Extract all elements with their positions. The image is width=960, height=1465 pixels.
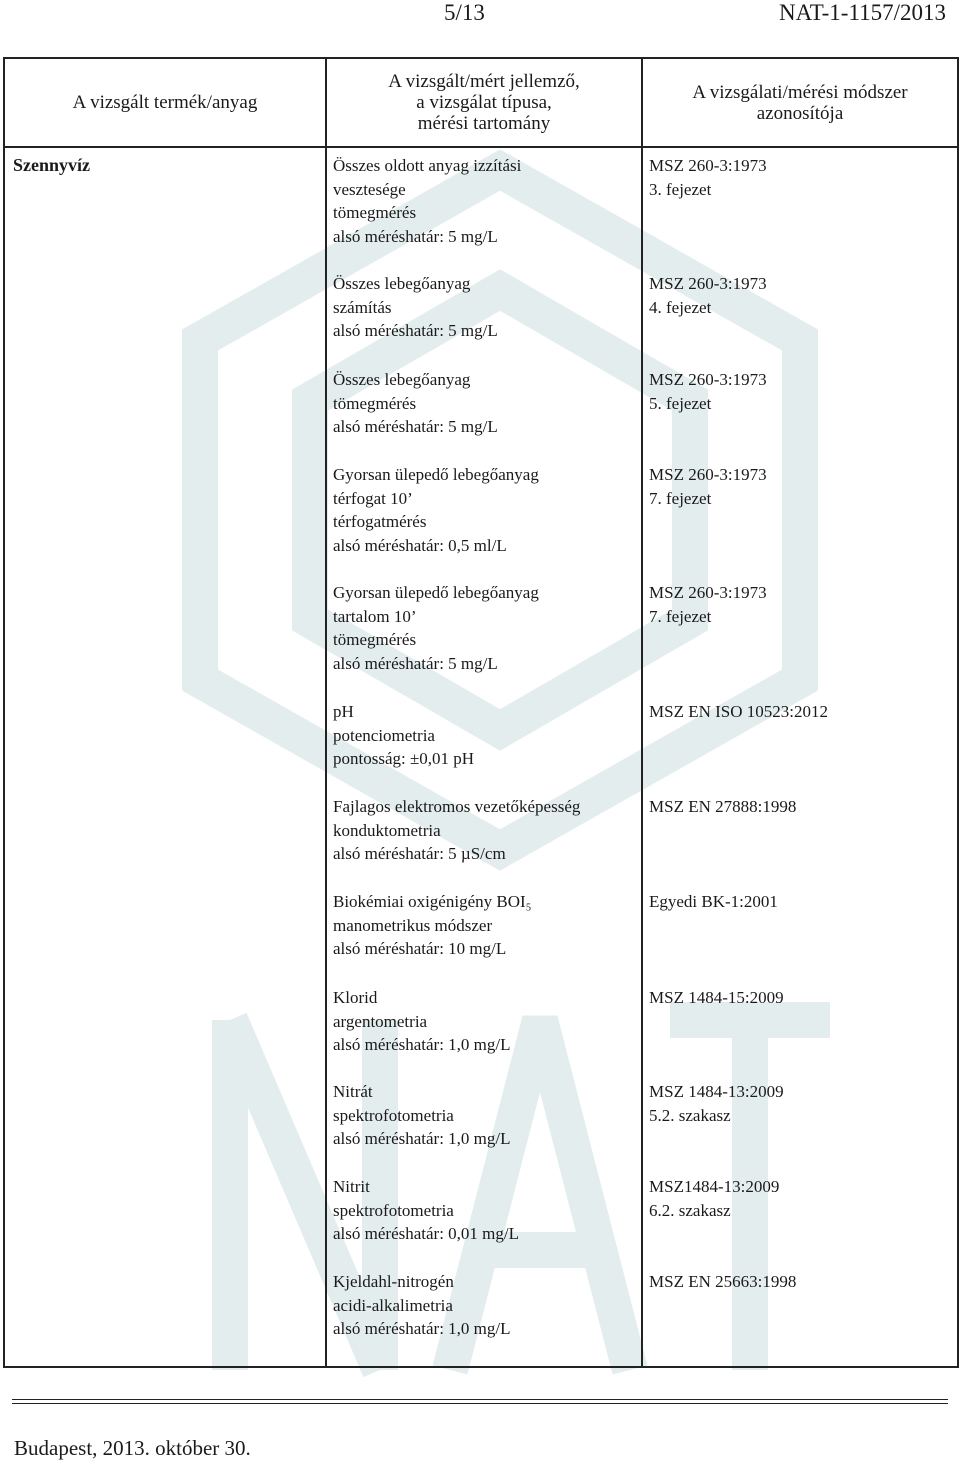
method-line: 4. fejezet	[649, 297, 712, 317]
characteristic-entry	[327, 148, 641, 266]
method-entry	[643, 694, 957, 789]
header-method-line: azonosítója	[756, 102, 844, 124]
method-line: MSZ 1484-15:2009	[649, 988, 784, 1007]
method-entry	[643, 884, 957, 980]
characteristic-entry	[327, 362, 641, 457]
method-line: Egyedi BK-1:2001	[649, 892, 778, 911]
method-entry	[643, 457, 957, 575]
characteristic-line: Nitrit	[333, 1177, 370, 1196]
footer-date: Budapest, 2013. október 30.	[14, 1436, 251, 1460]
characteristic-line: tartalom 10’	[333, 606, 417, 626]
characteristic-line: alsó méréshatár: 5 mg/L	[333, 226, 498, 246]
characteristic-line: Összes lebegőanyag	[333, 274, 471, 293]
method-line: 3. fejezet	[649, 179, 712, 199]
header-characteristic-line: a vizsgálat típusa,	[416, 92, 552, 113]
method-entry	[643, 362, 957, 457]
characteristic-entry	[327, 1074, 641, 1169]
method-entry	[643, 789, 957, 884]
method-line: MSZ 260-3:1973	[649, 156, 767, 175]
characteristic-line: alsó méréshatár: 1,0 mg/L	[333, 1129, 511, 1148]
characteristic-line: manometrikus módszer	[333, 915, 493, 935]
characteristic-entry	[327, 980, 641, 1074]
method-entry	[643, 266, 957, 362]
characteristic-line: spektrofotometria	[333, 1105, 454, 1125]
characteristic-line: alsó méréshatár: 0,5 ml/L	[333, 535, 507, 555]
method-line: MSZ 260-3:1973	[649, 370, 767, 389]
characteristic-line: Biokémiai oxigénigény BOI₅	[333, 892, 532, 911]
characteristic-entry	[327, 694, 641, 789]
characteristic-entry	[327, 266, 641, 362]
method-line: MSZ EN ISO 10523:2012	[649, 702, 828, 721]
characteristic-line: alsó méréshatár: 1,0 mg/L	[333, 1035, 511, 1054]
characteristic-line: vesztesége	[333, 179, 406, 199]
characteristic-line: tömegmérés	[333, 393, 417, 413]
method-list	[643, 148, 957, 1355]
characteristic-line: potenciometria	[333, 725, 435, 745]
characteristic-entry	[327, 789, 641, 884]
characteristic-line: pH	[333, 702, 354, 721]
method-line: MSZ 1484-13:2009	[649, 1082, 784, 1101]
method-line: 7. fejezet	[649, 488, 712, 508]
characteristic-line: spektrofotometria	[333, 1200, 454, 1220]
method-entry	[643, 1264, 957, 1355]
characteristic-line: tömegmérés	[333, 630, 417, 649]
characteristic-line: Gyorsan ülepedő lebegőanyag	[333, 583, 539, 602]
product-cell	[4, 147, 326, 1367]
method-line: 7. fejezet	[649, 606, 712, 626]
characteristic-entry	[327, 575, 641, 694]
method-entry	[643, 575, 957, 694]
accreditation-table	[3, 57, 959, 1368]
header-characteristic-line: mérési tartomány	[417, 113, 551, 134]
characteristic-line: Kjeldahl-nitrogén	[333, 1272, 454, 1291]
characteristic-line: alsó méréshatár: 10 mg/L	[333, 939, 507, 958]
method-line: MSZ 260-3:1973	[649, 274, 767, 293]
product-name: Szennyvíz	[13, 155, 91, 175]
method-line: MSZ1484-13:2009	[649, 1177, 780, 1196]
characteristic-line: Gyorsan ülepedő lebegőanyag	[333, 465, 539, 484]
characteristic-line: Összes lebegőanyag	[333, 370, 471, 389]
method-line: 5. fejezet	[649, 393, 712, 413]
characteristic-line: alsó méréshatár: 1,0 mg/L	[333, 1319, 511, 1338]
characteristic-line: alsó méréshatár: 0,01 mg/L	[333, 1224, 520, 1243]
characteristic-line: pontosság: ±0,01 pH	[333, 749, 475, 768]
method-entry	[643, 148, 957, 266]
characteristic-entry	[327, 884, 641, 980]
footer-rule-top	[12, 1399, 948, 1400]
header-method-line: A vizsgálati/mérési módszer	[692, 81, 908, 103]
characteristic-entry	[327, 1169, 641, 1264]
characteristic-line: alsó méréshatár: 5 mg/L	[333, 417, 498, 436]
characteristic-column	[326, 147, 642, 1367]
characteristic-line: Klorid	[333, 988, 378, 1007]
method-entry	[643, 980, 957, 1074]
characteristic-entry	[327, 457, 641, 575]
characteristic-line: konduktometria	[333, 820, 441, 840]
method-line: MSZ 260-3:1973	[649, 465, 767, 484]
characteristic-line: Összes oldott anyag izzítási	[333, 156, 522, 175]
method-line: MSZ EN 25663:1998	[649, 1272, 797, 1291]
characteristic-list	[327, 148, 641, 1355]
method-column	[642, 147, 958, 1367]
characteristic-line: argentometria	[333, 1011, 428, 1031]
header-method	[642, 58, 958, 147]
characteristic-entry	[327, 1264, 641, 1355]
method-line: MSZ 260-3:1973	[649, 583, 767, 602]
method-line: 5.2. szakasz	[649, 1105, 731, 1125]
characteristic-line: Fajlagos elektromos vezetőképesség	[333, 797, 581, 816]
method-line: 6.2. szakasz	[649, 1200, 731, 1220]
characteristic-line: alsó méréshatár: 5 µS/cm	[333, 844, 506, 863]
document-id: NAT-1-1157/2013	[779, 0, 946, 25]
characteristic-line: alsó méréshatár: 5 mg/L	[333, 321, 498, 340]
method-line: MSZ EN 27888:1998	[649, 797, 797, 816]
characteristic-line: tömegmérés	[333, 203, 417, 222]
header-characteristic-line: A vizsgált/mért jellemző,	[388, 71, 580, 92]
header-product	[4, 58, 326, 147]
characteristic-line: alsó méréshatár: 5 mg/L	[333, 653, 498, 673]
characteristic-line: acidi-alkalimetria	[333, 1295, 453, 1315]
characteristic-line: térfogatmérés	[333, 512, 427, 531]
characteristic-line: térfogat 10’	[333, 488, 413, 508]
characteristic-line: Nitrát	[333, 1082, 373, 1101]
method-entry	[643, 1074, 957, 1169]
characteristic-line: számítás	[333, 297, 392, 317]
header-product-label: A vizsgált termék/anyag	[72, 92, 258, 113]
page-number: 5/13	[444, 0, 485, 25]
header-characteristic	[326, 58, 642, 147]
footer-rule-bottom	[12, 1403, 948, 1404]
method-entry	[643, 1169, 957, 1264]
